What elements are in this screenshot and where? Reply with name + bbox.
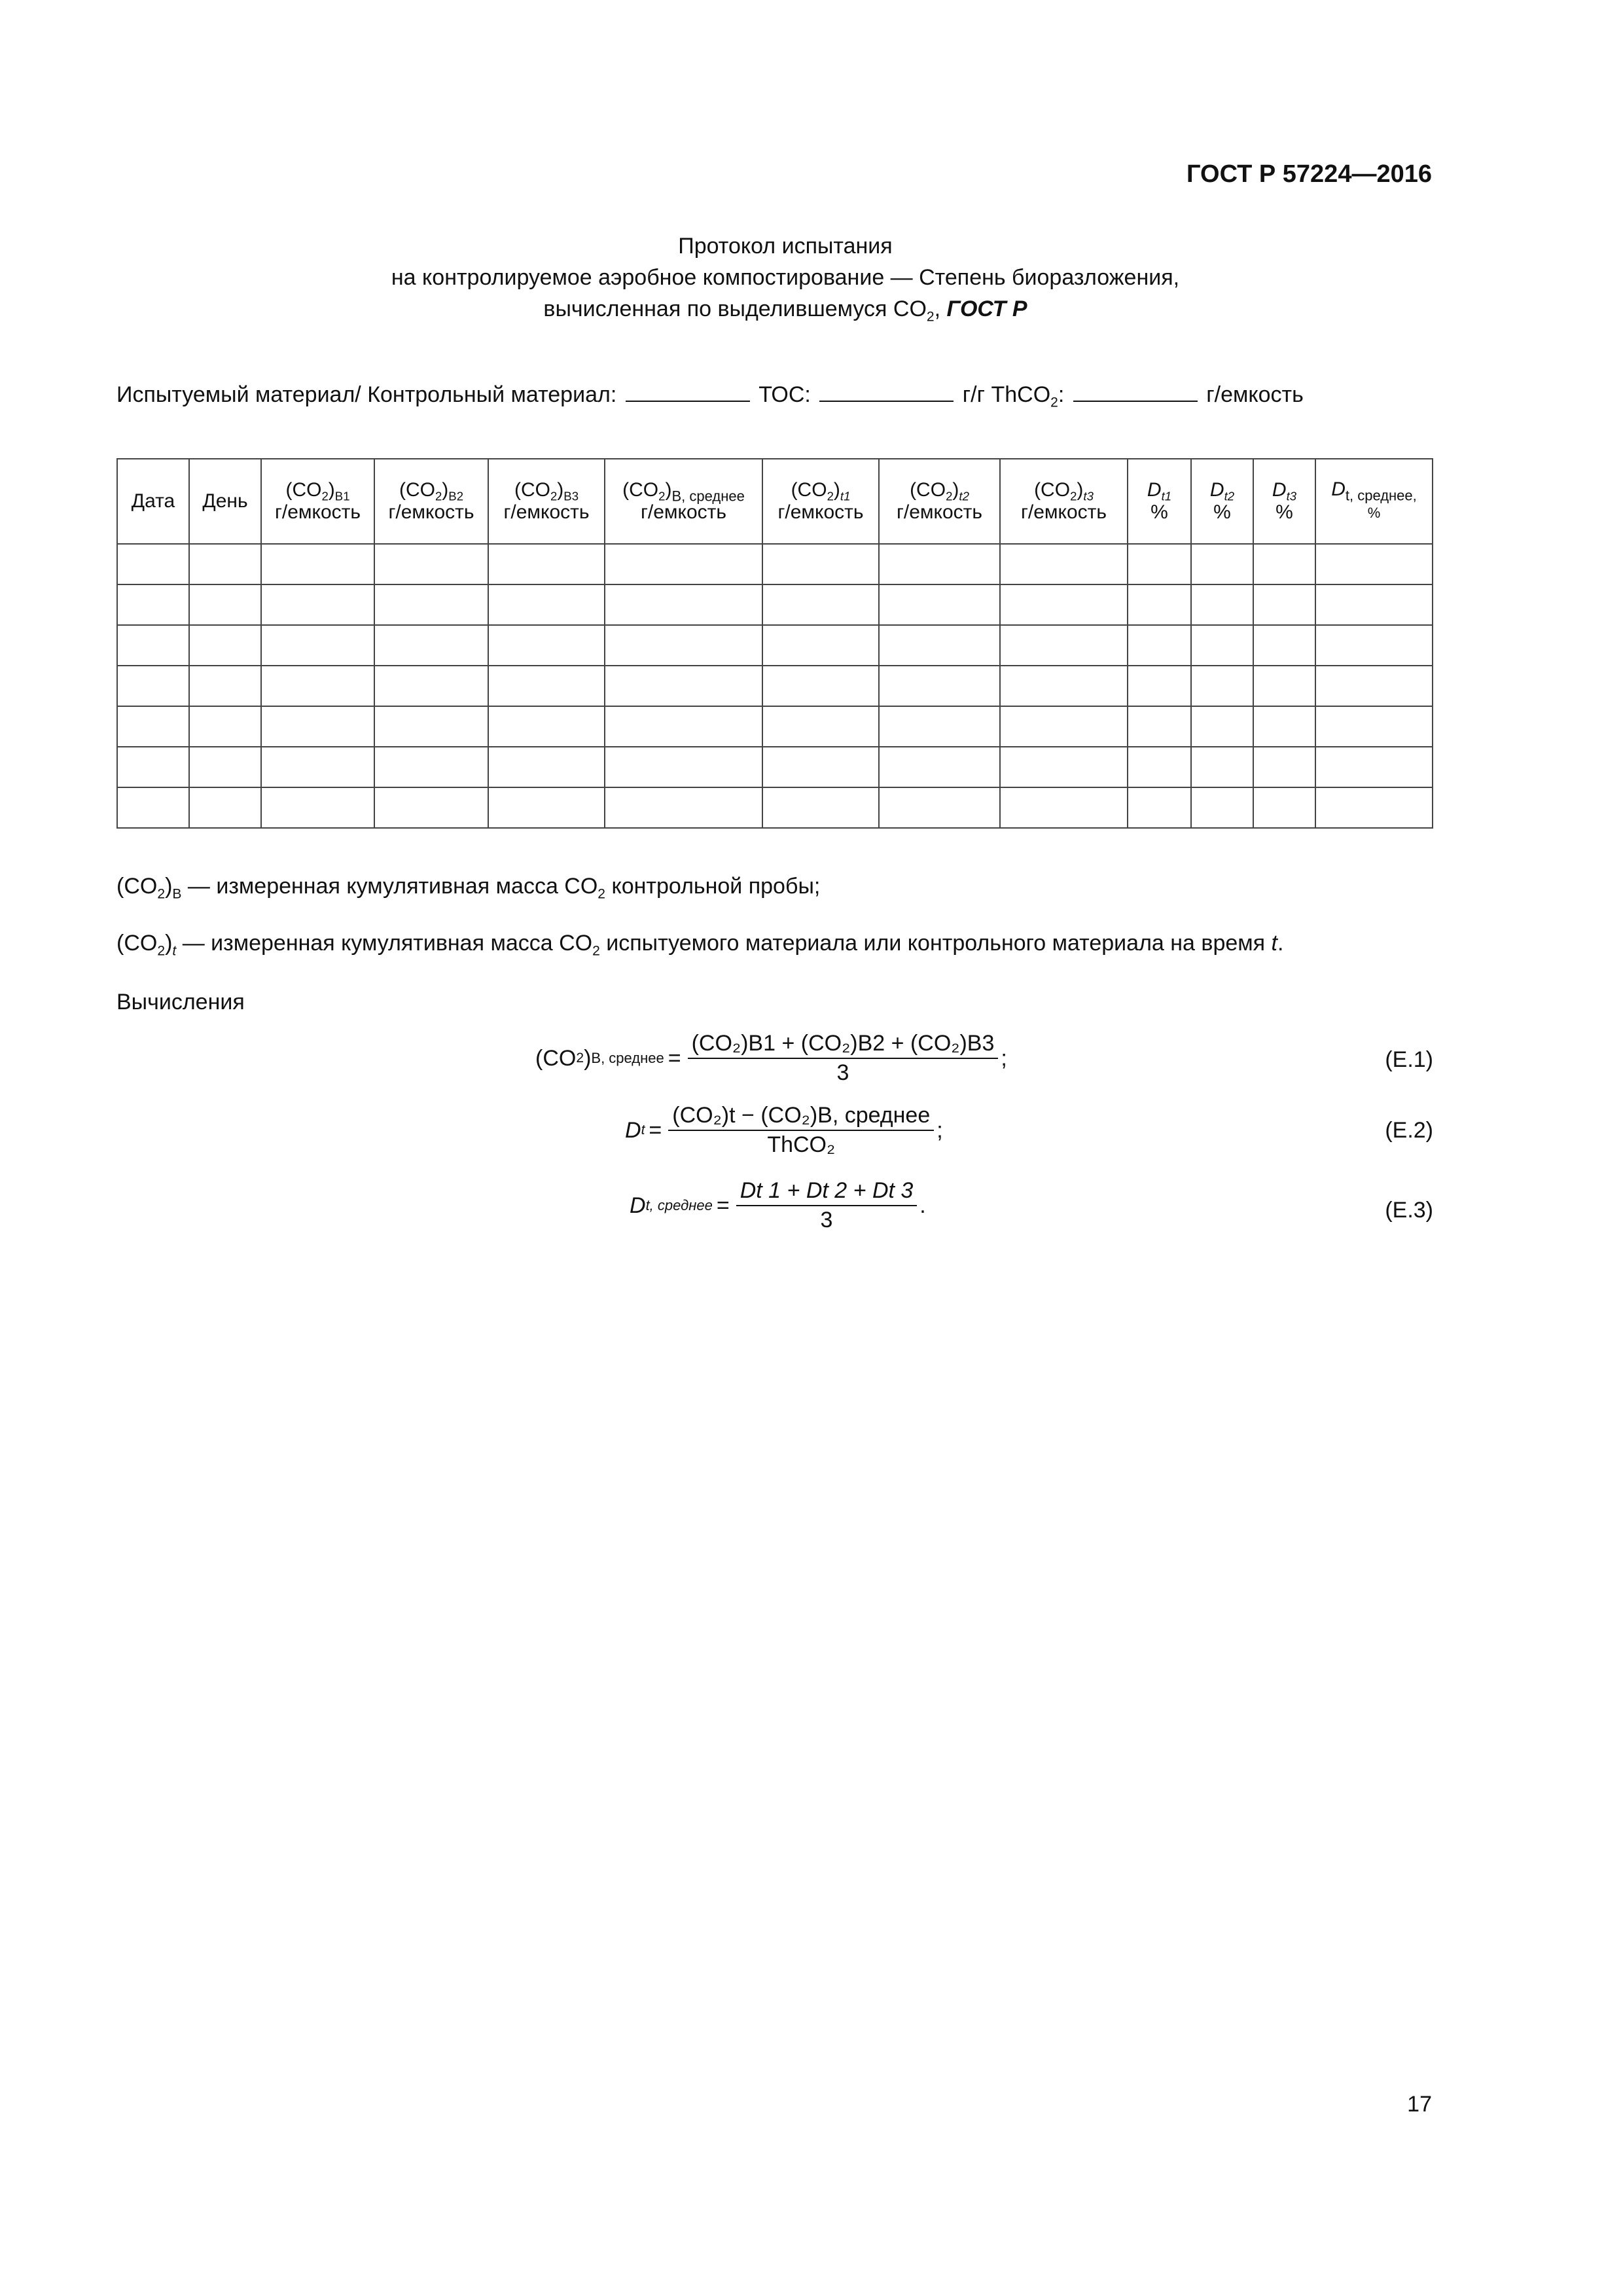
table-row [117,787,1433,828]
h-main: (CO [791,479,827,501]
title-line-3 [0,293,1571,325]
title-comma: , [934,296,947,321]
h-main: D [1331,478,1346,500]
title-line-2: на контролируемое аэробное компостирование — Степень биоразложения, [391,265,1180,290]
table-cell[interactable] [189,747,261,787]
e1-denominator: 3 [836,1060,849,1085]
note-co2-t [116,931,1284,959]
h-main: D [1272,479,1287,501]
table-cell[interactable] [261,544,374,584]
table-cell[interactable] [762,544,879,584]
n1-text: — измеренная кумулятивная масса CO [181,874,598,899]
col-co2-t3 [1000,459,1128,544]
e2-fraction [668,1103,934,1158]
h-main: (CO [399,479,435,501]
table-cell[interactable] [605,747,762,787]
e2-denominator: ThCO₂ [767,1132,836,1157]
n2-sub1: 2 [157,943,166,959]
table-cell[interactable] [261,706,374,747]
table-cell[interactable] [1000,706,1128,747]
table-cell[interactable] [488,666,605,706]
e1-end: ; [1001,1045,1007,1071]
table-cell[interactable] [879,666,1000,706]
table-cell[interactable] [1000,584,1128,625]
n1-text2: контрольной пробы; [605,874,821,899]
header-row [117,459,1433,544]
table-cell[interactable] [1191,706,1253,747]
formula-e2: D t = $\frac{\text{(CO₂)t − (CO₂)B, среднее}}{\text{ThCO₂}}$ ; [625,1103,943,1157]
table-cell[interactable] [1000,747,1128,787]
table-cell[interactable] [189,544,261,584]
col-co2-b-mean [605,459,762,544]
table-cell[interactable] [1000,625,1128,666]
h-sub1: 2 [946,489,953,503]
h-unit: г/емкость [777,501,864,523]
h-sub1: 2 [550,489,558,503]
table-cell[interactable] [117,747,189,787]
formula-e3: D t, среднее = $\frac{Dt 1 + Dt 2 + Dt 3}{3}$ . [630,1178,926,1232]
calc-label: Вычисления [116,990,245,1014]
table-cell[interactable] [605,584,762,625]
n2-sub3: 2 [592,943,600,959]
h-sub1: 2 [321,489,329,503]
table-cell[interactable] [374,625,488,666]
h-main: (CO [622,479,659,501]
h-unit: % [1213,501,1231,523]
table-cell[interactable] [1253,787,1315,828]
table-cell[interactable] [1253,706,1315,747]
toc-label: ТОС: [758,382,811,407]
table-cell[interactable] [1253,584,1315,625]
n1-sub1: 2 [157,886,166,902]
table-cell[interactable] [117,787,189,828]
h-mid: ) [557,479,564,501]
table-cell[interactable] [1191,747,1253,787]
table-cell[interactable] [488,584,605,625]
table-row [117,584,1433,625]
h-main: (CO [285,479,322,501]
table-cell[interactable] [117,544,189,584]
table-cell[interactable] [605,666,762,706]
h-sub2: B3 [563,489,579,503]
col-dt3 [1253,459,1315,544]
table-cell[interactable] [1315,544,1433,584]
h-mid: ) [1077,479,1084,501]
h-sub1: 2 [658,489,666,503]
e2-lhs: D [625,1117,641,1143]
table-cell[interactable] [762,584,879,625]
table-cell[interactable] [117,625,189,666]
table-cell[interactable] [1253,544,1315,584]
table-cell[interactable] [1128,584,1191,625]
table-cell[interactable] [1191,625,1253,666]
table-cell[interactable] [1128,544,1191,584]
table-row [117,666,1433,706]
e3-end: . [919,1193,926,1218]
n1-sub2: B [172,886,182,902]
table-cell[interactable] [879,787,1000,828]
material-label: Испытуемый материал/ Контрольный материал: [116,382,617,407]
table-cell[interactable] [1191,584,1253,625]
h-unit: г/емкость [503,501,590,523]
table-cell[interactable] [261,787,374,828]
table-cell[interactable] [374,584,488,625]
page-number: 17 [1407,2092,1432,2117]
h-unit: г/емкость [388,501,474,523]
formula-e1: (CO 2 ) B, среднее = $\frac{\text{(CO₂)B1 + (CO₂)B2 + (CO₂)B3}}{3}$ ; [535,1031,1007,1085]
title-line-1: Протокол испытания [678,234,893,259]
table-cell[interactable] [1128,706,1191,747]
h-unit: г/емкость [1020,501,1107,523]
h-sub2: t3 [1083,489,1094,503]
table-row [117,625,1433,666]
e3-denominator: 3 [820,1208,833,1232]
thco2-colon: : [1058,382,1065,407]
e3-lhs: D [630,1193,646,1218]
h-sub2: B1 [334,489,350,503]
table-row [117,544,1433,584]
table-cell[interactable] [1000,666,1128,706]
table-cell[interactable] [261,666,374,706]
table-cell[interactable] [189,584,261,625]
h-unit: % [1367,505,1381,521]
n2-text: — измеренная кумулятивная масса CO [176,931,593,956]
table-cell[interactable] [879,706,1000,747]
h-sub2: t, среднее, [1345,487,1417,504]
table-cell[interactable] [605,544,762,584]
table-cell[interactable] [1000,544,1128,584]
n2-sub2: t [172,943,177,959]
thco2-sub: 2 [1050,395,1058,410]
standard-code: ГОСТ Р 57224—2016 [1186,160,1432,188]
table-cell[interactable] [1191,544,1253,584]
table-row [117,747,1433,787]
table-row [117,706,1433,747]
table-cell[interactable] [1253,666,1315,706]
note-co2-b [116,874,821,902]
data-table [116,458,1433,829]
h-main: D [1147,479,1162,501]
h-unit: г/емкость [640,501,727,523]
col-co2-t1 [762,459,879,544]
e2-label: (E.2) [1385,1118,1433,1143]
table-cell[interactable] [261,747,374,787]
h-main: (CO [514,479,550,501]
table-cell[interactable] [117,666,189,706]
table-cell[interactable] [117,706,189,747]
table-cell[interactable] [261,584,374,625]
table-cell[interactable] [605,625,762,666]
thco2-blank[interactable] [1073,381,1198,402]
h-unit: г/емкость [274,501,361,523]
table-cell[interactable] [605,787,762,828]
h-mid: ) [665,479,672,501]
table-cell[interactable] [762,666,879,706]
n1-sub3: 2 [597,886,606,902]
table-cell[interactable] [1253,625,1315,666]
h-sub1: 2 [435,489,442,503]
table-cell[interactable] [1253,747,1315,787]
table-cell[interactable] [488,747,605,787]
table-cell[interactable] [488,625,605,666]
table-cell[interactable] [189,625,261,666]
e1-numerator: (CO₂)B1 + (CO₂)B2 + (CO₂)B3 [688,1031,999,1059]
table-cell[interactable] [1191,666,1253,706]
h-mid: ) [328,479,335,501]
n2-sym: (CO [116,931,158,956]
table-cell[interactable] [1000,787,1128,828]
title-gost-ref: ГОСТ Р [946,296,1027,321]
table-cell[interactable] [1315,787,1433,828]
h-main: (CO [910,479,946,501]
table-cell[interactable] [762,787,879,828]
table-body [117,544,1433,828]
table-cell[interactable] [1315,666,1433,706]
capacity-unit: г/емкость [1206,382,1304,407]
h-sub1: 2 [827,489,834,503]
table-cell[interactable] [374,787,488,828]
h-mid: ) [952,479,959,501]
e2-end: ; [936,1117,943,1143]
col-dt-mean [1315,459,1433,544]
col-co2-t2 [879,459,1000,544]
h-sub2: t1 [1161,489,1172,503]
table-cell[interactable] [1128,625,1191,666]
h-sub2: t3 [1286,489,1297,503]
e3-fraction [736,1178,918,1233]
table-cell[interactable] [261,625,374,666]
n1-sym: (CO [116,874,158,899]
h-sub2: t2 [1224,489,1235,503]
table-cell[interactable] [762,747,879,787]
h-mid: ) [442,479,449,501]
table-cell[interactable] [879,747,1000,787]
e3-eq: = [716,1193,730,1218]
h-unit: г/емкость [896,501,983,523]
h-unit: % [1275,501,1293,523]
e1-lhs-mid: ) [584,1045,592,1071]
h-sub2: B, среднее [671,488,745,505]
h-sub2: t1 [840,489,851,503]
table-cell[interactable] [374,747,488,787]
table-cell[interactable] [1315,706,1433,747]
h-sub2: t2 [959,489,969,503]
table-cell[interactable] [1191,787,1253,828]
e1-label: (E.1) [1385,1047,1433,1072]
material-blank[interactable] [626,381,750,402]
e1-eq: = [668,1045,681,1071]
h-main: D [1209,479,1224,501]
e2-eq: = [649,1117,662,1143]
e1-lhs: (CO [535,1045,577,1071]
e3-label: (E.3) [1385,1198,1433,1223]
table-cell[interactable] [488,544,605,584]
table-cell[interactable] [1315,584,1433,625]
table-cell[interactable] [374,706,488,747]
table-cell[interactable] [488,706,605,747]
h-main: (CO [1034,479,1071,501]
n2-t: t [1271,931,1277,956]
table-cell[interactable] [1315,747,1433,787]
e2-numerator: (CO₂)t − (CO₂)B, среднее [668,1103,934,1131]
h-sub2: B2 [448,489,464,503]
table-cell[interactable] [879,584,1000,625]
col-date [117,459,189,544]
n2-mid: ) [165,931,173,956]
h-sub1: 2 [1070,489,1077,503]
col-dt2 [1191,459,1253,544]
protocol-title [0,230,1571,325]
toc-unit: г/г ThCO [962,382,1051,407]
e3-numerator: Dt 1 + Dt 2 + Dt 3 [736,1178,918,1206]
table-cell[interactable] [879,544,1000,584]
table-cell[interactable] [762,625,879,666]
col-day-label: День [202,490,248,512]
title-line-3-text: вычисленная по выделившемуся CO [543,296,927,321]
n2-text2: испытуемого материала или контрольного материала на время [599,931,1272,956]
table-cell[interactable] [879,625,1000,666]
table-cell[interactable] [1128,666,1191,706]
col-date-label: Дата [131,490,175,512]
table-cell[interactable] [374,666,488,706]
table-cell[interactable] [1128,787,1191,828]
e1-fraction [688,1031,999,1086]
table-cell[interactable] [605,706,762,747]
table-cell[interactable] [1315,625,1433,666]
table-cell[interactable] [374,544,488,584]
n2-end: . [1277,931,1284,956]
table-cell[interactable] [117,584,189,625]
n1-mid: ) [165,874,173,899]
table-cell[interactable] [189,706,261,747]
col-dt1 [1128,459,1191,544]
table-cell[interactable] [762,706,879,747]
table-cell[interactable] [488,787,605,828]
col-co2-b2 [374,459,488,544]
table-cell[interactable] [1128,747,1191,787]
col-co2-b1 [261,459,374,544]
table-cell[interactable] [189,787,261,828]
material-line [116,381,1304,408]
h-unit: % [1150,501,1168,523]
table-cell[interactable] [189,666,261,706]
col-co2-b3 [488,459,605,544]
toc-blank[interactable] [819,381,954,402]
title-co2-sub: 2 [926,309,935,325]
col-day [189,459,261,544]
h-mid: ) [833,479,840,501]
